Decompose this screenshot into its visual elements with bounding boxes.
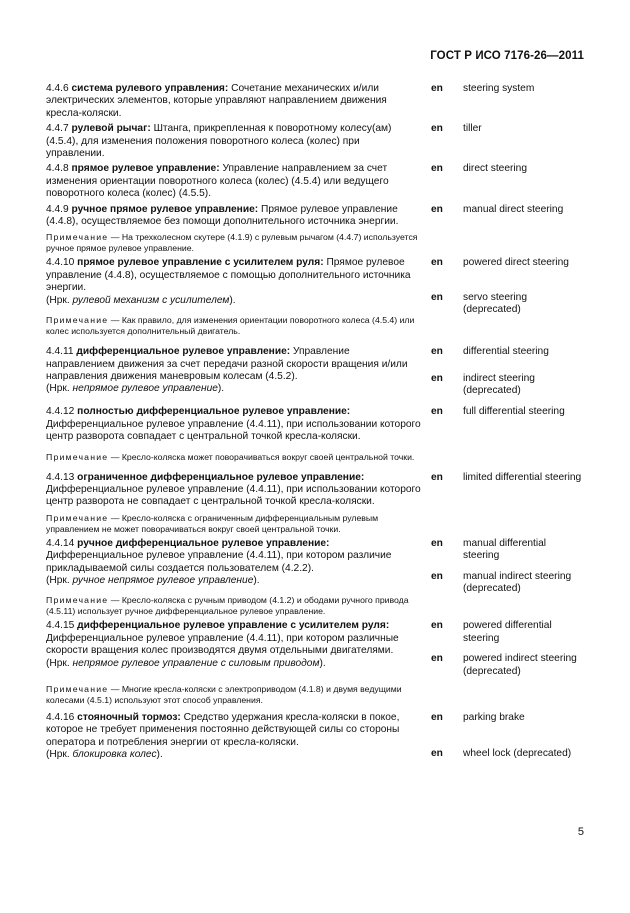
entry-text: Средство удержания кресла-коляски в покое, которое не требует применения постоянно действующей силы со стороны оператора и потребления энергии от кресла-коляски. [46,712,400,748]
entry-number: 4.4.16 [46,712,75,723]
term-lang: en [431,123,443,135]
entry-4-4-8 [46,163,584,200]
entry-terms [421,83,584,120]
entry-deprecated [46,658,421,670]
entry-note [46,452,421,463]
entry-number: 4.4.11 [46,346,74,358]
term-en: indirect steering (deprecated) [463,372,535,396]
deprecated-prefix: (Нрк. [46,294,70,306]
entry-number: 4.4.6 [46,83,69,94]
term-lang: en [431,163,443,175]
entry-title: дифференциальное рулевое управление с усилителем руля: [77,620,390,632]
entry-definition [46,472,421,535]
entry-number: 4.4.15 [46,620,75,632]
entry-terms [421,472,584,535]
entry-4-4-11 [46,346,584,397]
term-row [421,204,584,216]
term-en: tiller [463,123,482,135]
entry-deprecated [46,383,421,395]
term-row [421,620,584,645]
term-en: direct steering [463,163,527,175]
deprecated-prefix: (Нрк. [46,574,70,586]
entry-4-4-13 [46,472,584,535]
deprecated-suffix: ). [217,383,225,395]
entry-definition [46,257,421,337]
deprecated-suffix: ). [229,294,236,306]
term-lang: en [431,346,443,358]
term-row [421,292,584,317]
deprecated-term: блокировка колес [72,749,157,761]
term-en: differential steering [463,346,549,358]
entry-note [46,315,421,337]
entry-definition [46,204,421,255]
term-lang: en [431,570,443,582]
entry-number: 4.4.9 [46,203,69,215]
entry-title: прямое рулевое управление: [71,163,220,175]
deprecated-term: непрямое рулевое управление [72,383,218,395]
entry-title: дифференциальное рулевое управление: [76,346,291,358]
note-text: — Кресло-коляска с ограниченным дифференциальным рулевым управлением не может поворачиваться вокруг своей центральной точки. [46,512,379,534]
term-row [421,712,584,724]
deprecated-prefix: (Нрк. [46,383,70,395]
entry-deprecated [46,575,421,587]
entry-definition [46,712,421,762]
entry-deprecated [46,749,421,761]
entry-4-4-7 [46,123,584,160]
entry-note [46,513,421,535]
entry-number: 4.4.14 [46,537,75,549]
entry-definition [46,620,421,706]
deprecated-suffix: ). [319,657,326,669]
term-en: powered direct steering [463,257,569,269]
term-lang: en [431,653,443,665]
note-label: Примечание [46,595,109,606]
entry-text: Дифференциальное рулевое управление (4.4.11), при котором различие прикладываемой силы создается пользователем (4.2.2). [46,550,392,574]
entry-text: Дифференциальное рулевое управление (4.4.11), при котором различные скорости вращения колес производятся двумя отдельными двигателями. [46,632,399,657]
term-en: parking brake [463,712,525,723]
term-lang: en [431,712,443,723]
term-row [421,257,584,269]
entry-number: 4.4.13 [46,471,75,483]
entry-number: 4.4.12 [46,406,75,418]
term-en: wheel lock (deprecated) [463,748,572,760]
entry-title: рулевой рычаг: [71,123,151,135]
entry-4-4-10 [46,257,584,337]
entry-definition [46,123,421,160]
entry-definition [46,406,421,462]
entry-4-4-12 [46,406,584,462]
deprecated-term: непрямое рулевое управление с силовым приводом [72,657,320,669]
deprecated-prefix: (Нрк. [46,749,70,761]
term-lang: en [431,620,443,632]
entry-definition [46,538,421,618]
term-lang: en [431,203,443,215]
entry-4-4-9 [46,204,584,255]
entry-terms [421,204,584,255]
entry-text: Сочетание механических и/или электрических элементов, которые управляют направлением движения кресла-коляски. [46,83,387,119]
term-en: full differential steering [463,406,565,418]
entry-definition [46,83,421,120]
entry-terms [421,257,584,337]
page-number: 5 [577,826,584,838]
term-row [421,653,584,678]
note-label: Примечание [46,232,109,243]
term-lang: en [431,748,443,760]
entry-number: 4.4.10 [46,257,75,269]
term-row [421,472,584,484]
note-text: — На трехколесном скутере (4.1.9) с рулевым рычагом (4.4.7) используется ручное прямое рулевое управление. [46,232,418,254]
term-en: manual direct steering [463,203,564,215]
entry-text: Дифференциальное рулевое управление (4.4.11), при использовании которого центр разворота не совпадает с центральной точкой кресла-коляски. [46,483,421,508]
note-label: Примечание [46,451,109,462]
entry-note [46,684,421,706]
term-row [421,538,584,563]
entry-4-4-14 [46,538,584,618]
entry-text: Управление направлением движения за счет передачи разной скорости вращения и/или направления движения маневровым колесам (4.5.2). [46,346,408,382]
term-row [421,83,584,95]
entry-title: стояночный тормоз: [77,712,181,723]
term-en: limited differential steering [463,471,582,483]
entry-note [46,595,421,617]
entry-note [46,232,421,254]
entry-definition [46,163,421,200]
entry-title: прямое рулевое управление с усилителем руля: [77,257,324,269]
entry-title: полностью дифференциальное рулевое управление: [77,406,351,418]
entry-terms [421,620,584,706]
deprecated-suffix: ). [156,749,163,761]
term-en: powered differential steering [463,620,552,644]
note-label: Примечание [46,684,109,694]
deprecated-prefix: (Нрк. [46,657,70,669]
entry-4-4-15 [46,620,584,706]
term-row [421,163,584,175]
term-en: manual differential steering [463,537,547,562]
entry-text: Дифференциальное рулевое управление (4.4.11), при использовании которого центр разворота совпадает с центральной точкой кресла-коляски. [46,418,421,443]
entry-text: Штанга, прикрепленная к поворотному колесу(ам) (4.5.4), для изменения положения поворотного колеса (колес) при управлении. [46,123,392,160]
entry-terms [421,346,584,397]
entry-4-4-16 [46,712,584,762]
entry-terms [421,163,584,200]
term-en: servo steering (deprecated) [463,291,527,316]
entry-terms [421,406,584,462]
term-lang: en [431,372,443,384]
entry-text: Управление направлением за счет изменения ориентации поворотного колеса (колес) (4.5.4) или ведущего поворотного колеса (колес) (4.5.5). [46,163,389,200]
entry-title: ручное прямое рулевое управление: [71,203,259,215]
term-en: manual indirect steering (deprecated) [463,570,572,594]
entry-terms [421,712,584,762]
entry-4-4-6 [46,83,584,120]
note-text: — Кресло-коляска может поворачиваться вокруг своей центральной точки. [110,451,415,462]
document-header: ГОСТ Р ИСО 7176-26—2011 [430,50,584,62]
terms-list [46,83,584,765]
deprecated-suffix: ). [253,574,260,586]
note-label: Примечание [46,512,109,523]
entry-deprecated [46,295,421,307]
entry-title: ручное дифференциальное рулевое управление: [77,537,330,549]
entry-number: 4.4.7 [46,123,69,135]
entry-title: ограниченное дифференциальное рулевое управление: [77,471,365,483]
term-row [421,346,584,358]
term-lang: en [431,471,443,483]
note-text: — Кресло-коляска с ручным приводом (4.1.2) и ободами ручного привода (4.5.11) использует ручное дифференциальное рулевое управление. [46,595,409,617]
term-lang: en [431,537,443,549]
term-lang: en [431,257,443,269]
entry-text: Прямое рулевое управление (4.4.8), осуществляемое без помощи дополнительного источника энергии. [46,203,399,228]
entry-definition [46,346,421,397]
term-row [421,406,584,418]
entry-terms [421,123,584,160]
entry-text: Прямое рулевое управление (4.4.8), осуществляемое с помощью дополнительного источника энергии. [46,257,411,294]
note-text: — Многие кресла-коляски с электроприводом (4.1.8) и двумя ведущими колесами (4.5.1) используют этот способ управления. [46,684,402,705]
term-lang: en [431,83,443,94]
note-label: Примечание [46,315,109,326]
entry-terms [421,538,584,618]
term-row [421,123,584,135]
term-row [421,373,584,398]
entry-title: система рулевого управления: [71,83,229,94]
note-text: — Как правило, для изменения ориентации поворотного колеса (4.5.4) или колес используется дополнительный двигатель. [46,315,415,337]
entry-number: 4.4.8 [46,163,69,175]
deprecated-term: ручное непрямое рулевое управление [72,574,254,586]
term-row [421,571,584,596]
term-lang: en [431,291,443,303]
deprecated-term: рулевой механизм с усилителем [72,294,230,306]
term-en: powered indirect steering (deprecated) [463,653,577,677]
term-en: steering system [463,83,535,94]
term-lang: en [431,406,443,418]
term-row [421,748,584,760]
